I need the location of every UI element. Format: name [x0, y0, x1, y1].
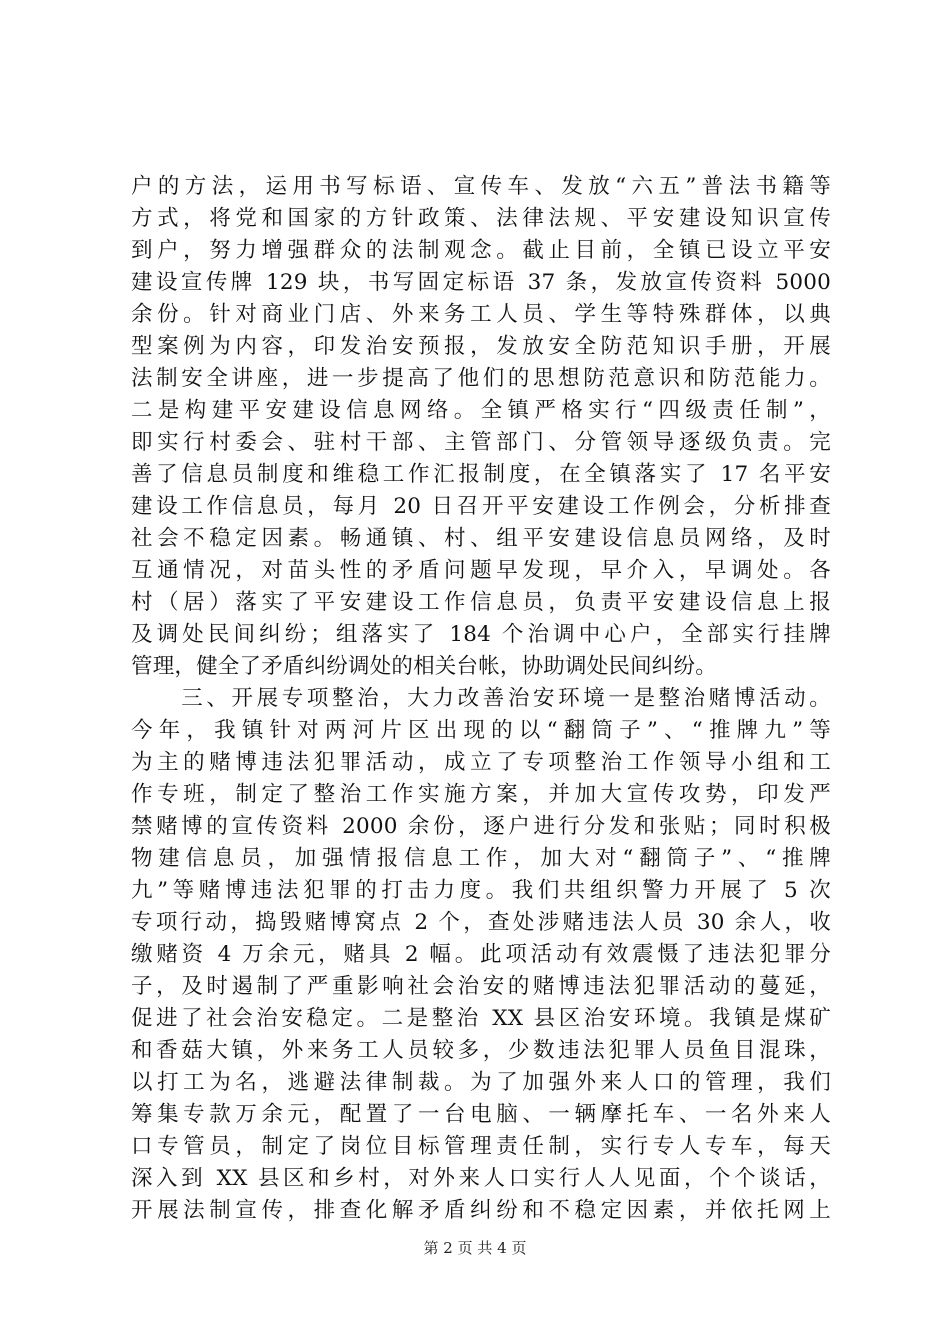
text-line: 物建信息员，加强情报信息工作，加大对“翻筒子”、“推牌: [131, 846, 831, 871]
text-line: 促进了社会治安稳定。二是整治 XX 县区治安环境。我镇是煤矿: [131, 1006, 831, 1031]
text-line: 建设工作信息员，每月 20 日召开平安建设工作例会，分析排查: [131, 494, 831, 519]
text-line: 子，及时遏制了严重影响社会治安的赌博违法犯罪活动的蔓延，: [131, 974, 831, 999]
text-line: 型案例为内容，印发治安预报，发放安全防范知识手册，开展: [131, 334, 831, 359]
text-line: 今年，我镇针对两河片区出现的以“翻筒子”、“推牌九”等: [131, 718, 831, 743]
body-text: [131, 171, 831, 1227]
text-line: 筹集专款万余元，配置了一台电脑、一辆摩托车、一名外来人: [131, 1102, 831, 1127]
text-line: 开展法制宣传，排查化解矛盾纠纷和不稳定因素，并依托网上: [131, 1198, 831, 1223]
text-line: 缴赌资 4 万余元，赌具 2 幅。此项活动有效震慑了违法犯罪分: [131, 942, 831, 967]
text-line: 建设宣传牌 129 块，书写固定标语 37 条，发放宣传资料 5000: [131, 270, 831, 295]
text-line: 法制安全讲座，进一步提高了他们的思想防范意识和防范能力。: [131, 366, 831, 391]
text-line: 为主的赌博违法犯罪活动，成立了专项整治工作领导小组和工: [131, 750, 831, 775]
text-line: 和香菇大镇，外来务工人员较多，少数违法犯罪人员鱼目混珠，: [131, 1038, 831, 1063]
text-line: 社会不稳定因素。畅通镇、村、组平安建设信息员网络，及时: [131, 526, 831, 551]
page-footer: [0, 1238, 950, 1258]
text-line: 管理，健全了矛盾纠纷调处的相关台帐，协助调处民间纠纷。: [131, 654, 717, 679]
text-line: 及调处民间纠纷；组落实了 184 个治调中心户，全部实行挂牌: [131, 622, 831, 647]
text-line: 专项行动，捣毁赌博窝点 2 个，查处涉赌违法人员 30 余人，收: [131, 910, 831, 935]
text-line: 方式，将党和国家的方针政策、法律法规、平安建设知识宣传: [131, 206, 831, 231]
text-line: 户的方法，运用书写标语、宣传车、发放“六五”普法书籍等: [131, 174, 831, 199]
text-line: 村（居）落实了平安建设工作信息员，负责平安建设信息上报: [131, 590, 831, 615]
text-line: 以打工为名，逃避法律制裁。为了加强外来人口的管理，我们: [131, 1070, 831, 1095]
text-line: 到户，努力增强群众的法制观念。截止目前，全镇已设立平安: [131, 238, 831, 263]
text-line: 作专班，制定了整治工作实施方案，并加大宣传攻势，印发严: [131, 782, 831, 807]
page-number: 第 2 页 共 4 页: [423, 1239, 527, 1257]
text-line: 互通情况，对苗头性的矛盾问题早发现，早介入，早调处。各: [131, 558, 831, 583]
text-line: 九”等赌博违法犯罪的打击力度。我们共组织警力开展了 5 次: [131, 878, 831, 903]
text-line: 禁赌博的宣传资料 2000 余份，逐户进行分发和张贴；同时积极: [131, 814, 831, 839]
text-line: 即实行村委会、驻村干部、主管部门、分管领导逐级负责。完: [131, 430, 831, 455]
text-line: 口专管员，制定了岗位目标管理责任制，实行专人专车，每天: [131, 1134, 831, 1159]
text-line: 三、开展专项整治，大力改善治安环境一是整治赌博活动。: [131, 686, 831, 711]
text-line: 深入到 XX 县区和乡村，对外来人口实行人人见面，个个谈话，: [131, 1166, 831, 1191]
text-line: 善了信息员制度和维稳工作汇报制度，在全镇落实了 17 名平安: [131, 462, 831, 487]
text-line: 二是构建平安建设信息网络。全镇严格实行“四级责任制”，: [131, 398, 831, 423]
text-line: 余份。针对商业门店、外来务工人员、学生等特殊群体，以典: [131, 302, 831, 327]
